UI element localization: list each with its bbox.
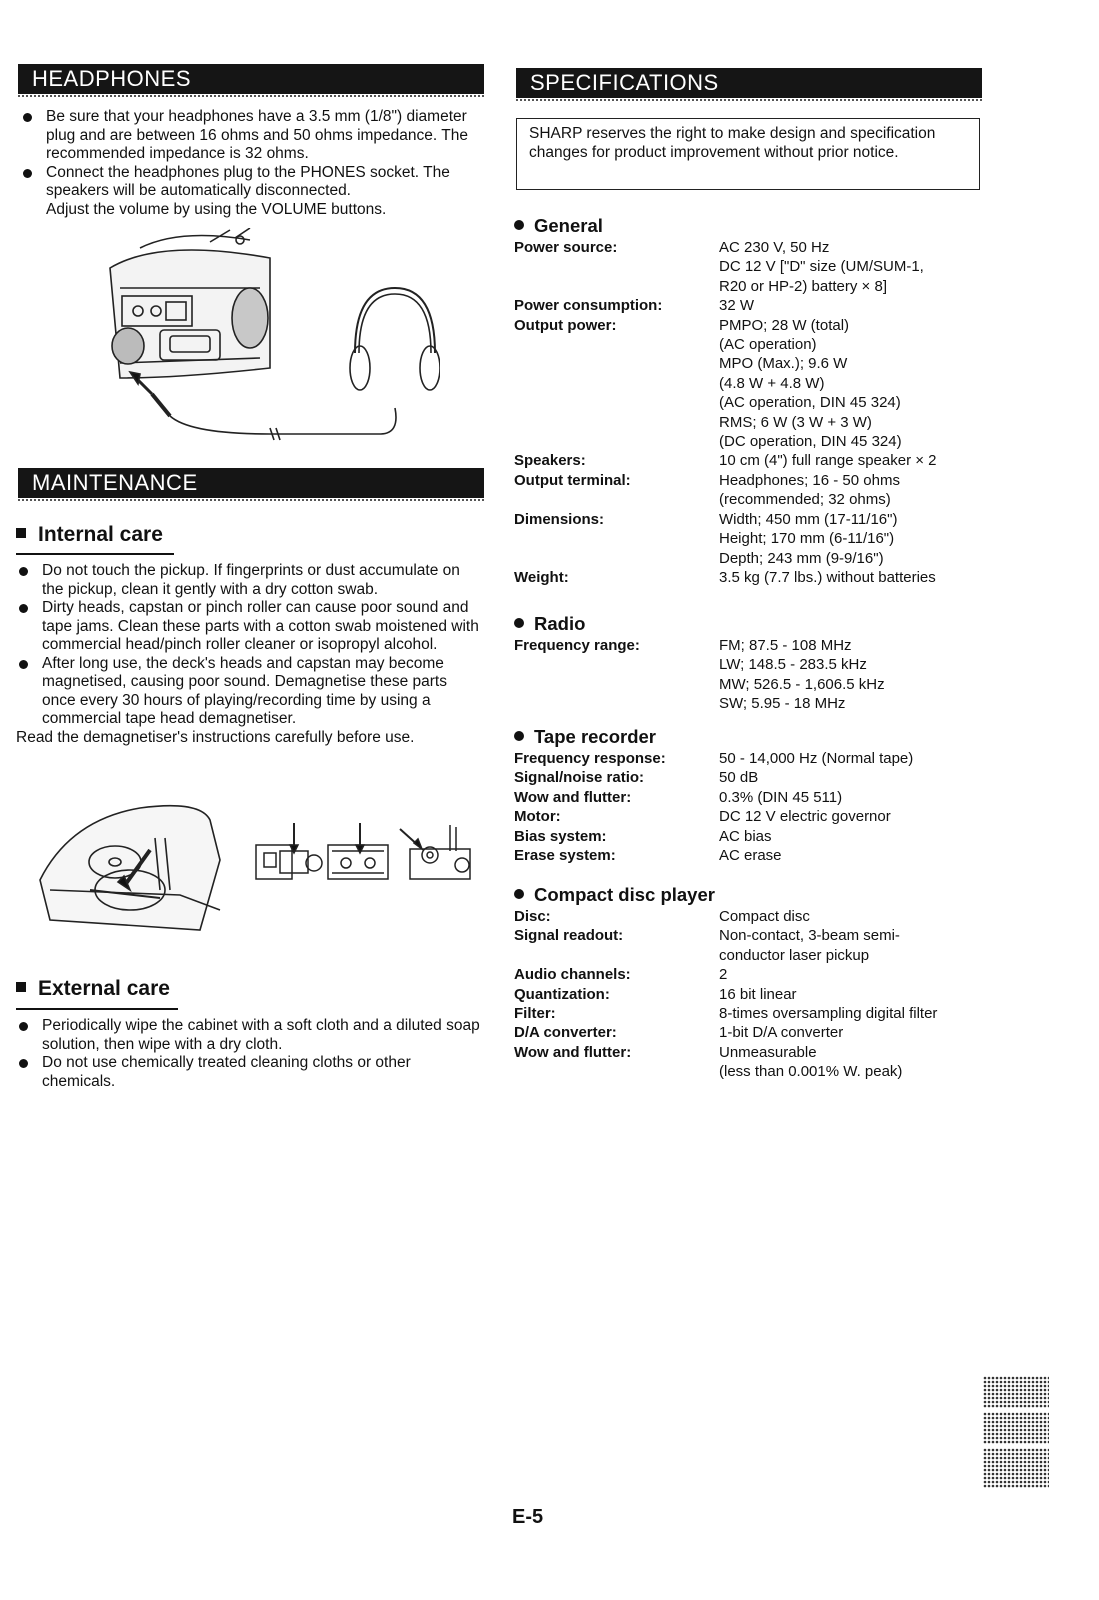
maintenance-title: MAINTENANCE xyxy=(32,470,198,495)
specifications-heading xyxy=(516,68,982,98)
external-care-text xyxy=(16,1017,480,1091)
page-number: E-5 xyxy=(512,1506,544,1528)
spec-row xyxy=(514,335,994,354)
spec-value: Non-contact, 3-beam semi- xyxy=(719,927,900,945)
spec-row xyxy=(514,655,994,674)
spec-label-spacer xyxy=(514,432,719,451)
spec-row xyxy=(514,510,994,529)
spec-label: Filter: xyxy=(514,1005,556,1023)
spec-row xyxy=(514,413,994,432)
spec-row xyxy=(514,354,994,373)
spec-label-spacer xyxy=(514,354,719,373)
spec-value: 1-bit D/A converter xyxy=(719,1024,844,1042)
maintenance-heading xyxy=(18,468,484,498)
spec-label: Power consumption: xyxy=(514,297,663,315)
spec-cd-title: Compact disc player xyxy=(534,884,715,905)
spec-row xyxy=(514,965,994,984)
external-care-title: External care xyxy=(38,977,170,1000)
headphones-illustration xyxy=(100,228,440,448)
spec-value: Compact disc xyxy=(719,908,810,925)
spec-value: PMPO; 28 W (total) xyxy=(719,316,850,334)
spec-tape-rows xyxy=(514,749,994,865)
internal-care-bullet-3: After long use, the deck's heads and capstan may become magnetised, causing poor sound. Demagnetise these parts once every 30 hours of playing/recording time by using a commercial tape head demagnetiser. xyxy=(16,655,482,729)
spec-row xyxy=(514,636,994,655)
spec-tape-heading xyxy=(514,726,994,748)
spec-label: Disc: xyxy=(514,908,551,925)
spec-row xyxy=(514,985,994,1004)
spec-row xyxy=(514,788,994,807)
external-care-rule xyxy=(16,1008,178,1010)
spec-value: Width; 450 mm (17-11/16") xyxy=(719,510,898,528)
spec-row xyxy=(514,451,994,470)
specifications-notice xyxy=(516,118,980,190)
spec-label: Speakers: xyxy=(514,452,586,470)
spec-value: AC erase xyxy=(719,847,782,865)
spec-value: 0.3% (DIN 45 511) xyxy=(719,788,843,806)
spec-section-cd xyxy=(514,884,994,1082)
spec-value: 10 cm (4") full range speaker × 2 xyxy=(719,452,937,470)
spec-tape-title: Tape recorder xyxy=(534,726,657,747)
spec-label: Power source: xyxy=(514,239,618,256)
spec-row xyxy=(514,807,994,826)
spec-value: 16 bit linear xyxy=(719,985,797,1003)
spec-row xyxy=(514,694,994,713)
spec-value: MW; 526.5 - 1,606.5 kHz xyxy=(719,675,885,693)
spec-row xyxy=(514,926,994,945)
spec-label-spacer xyxy=(514,490,719,509)
spec-label: Dimensions: xyxy=(514,510,605,528)
spec-value: MPO (Max.); 9.6 W xyxy=(719,355,848,373)
spec-label-spacer xyxy=(514,413,719,432)
spec-general-rows xyxy=(514,238,994,587)
spec-row xyxy=(514,277,994,296)
spec-label: Signal readout: xyxy=(514,927,624,945)
spec-label-spacer xyxy=(514,946,719,965)
square-bullet-icon xyxy=(16,528,26,538)
spec-value: (recommended; 32 ohms) xyxy=(719,491,891,509)
spec-row xyxy=(514,1004,994,1023)
spec-value: FM; 87.5 - 108 MHz xyxy=(719,637,852,654)
spec-section-general xyxy=(514,215,994,587)
spec-label-spacer xyxy=(514,393,719,412)
spec-row xyxy=(514,238,994,257)
internal-care-text xyxy=(16,562,482,747)
spec-label: Motor: xyxy=(514,808,561,826)
internal-care-heading xyxy=(16,523,163,547)
spec-row xyxy=(514,827,994,846)
page-tab-marker xyxy=(983,1376,1049,1488)
round-bullet-icon xyxy=(514,618,524,628)
spec-row xyxy=(514,1023,994,1042)
spec-section-tape xyxy=(514,726,994,865)
spec-label-spacer xyxy=(514,257,719,276)
spec-value: (AC operation) xyxy=(719,336,817,354)
spec-radio-title: Radio xyxy=(534,613,586,634)
spec-section-radio xyxy=(514,613,994,714)
spec-value: 2 xyxy=(719,966,728,984)
internal-care-bullet-2: Dirty heads, capstan or pinch roller can cause poor sound and tape jams. Clean these parts with a cotton swab moistened with commercial head/pinch roller cleaner or isopropyl alcohol. xyxy=(16,599,482,655)
spec-cd-heading xyxy=(514,884,994,906)
spec-value: conductor laser pickup xyxy=(719,946,870,964)
spec-value: Depth; 243 mm (9-9/16") xyxy=(719,549,884,567)
headphones-bullet-1: Be sure that your headphones have a 3.5 mm (1/8") diameter plug and are between 16 ohms and 50 ohms impedance. The recommended impedance is 32 ohms. xyxy=(20,108,484,164)
spec-label: Audio channels: xyxy=(514,966,631,984)
spec-row xyxy=(514,1062,994,1081)
spec-radio-rows xyxy=(514,636,994,714)
specifications-title: SPECIFICATIONS xyxy=(530,70,719,95)
spec-value: 32 W xyxy=(719,297,755,315)
round-bullet-icon xyxy=(514,220,524,230)
spec-value: RMS; 6 W (3 W + 3 W) xyxy=(719,413,872,431)
headphones-heading xyxy=(18,64,484,94)
spec-label: Frequency response: xyxy=(514,750,666,767)
spec-label-spacer xyxy=(514,655,719,674)
spec-row xyxy=(514,749,994,768)
spec-label: Wow and flutter: xyxy=(514,1043,632,1061)
spec-value: 3.5 kg (7.7 lbs.) without batteries xyxy=(719,568,936,586)
spec-label-spacer xyxy=(514,277,719,296)
spec-row xyxy=(514,374,994,393)
headphones-bullet-2: Connect the headphones plug to the PHONES socket. The speakers will be automatically disconnected. xyxy=(20,164,484,201)
spec-label-spacer xyxy=(514,549,719,568)
spec-label-spacer xyxy=(514,675,719,694)
headphones-bullet-2-cont: Adjust the volume by using the VOLUME buttons. xyxy=(46,200,387,218)
spec-row xyxy=(514,257,994,276)
spec-label: Signal/noise ratio: xyxy=(514,769,645,787)
tape-head-illustration xyxy=(250,815,478,885)
external-care-heading xyxy=(16,977,170,1001)
spec-value: 50 - 14,000 Hz (Normal tape) xyxy=(719,750,914,767)
spec-value: DC 12 V ["D" size (UM/SUM-1, xyxy=(719,258,924,276)
spec-value: AC 230 V, 50 Hz xyxy=(719,239,830,256)
spec-value: (AC operation, DIN 45 324) xyxy=(719,394,901,412)
external-care-bullet-1: Periodically wipe the cabinet with a soft cloth and a diluted soap solution, then wipe with a dry cloth. xyxy=(16,1017,480,1054)
spec-row xyxy=(514,907,994,926)
spec-row xyxy=(514,946,994,965)
spec-label-spacer xyxy=(514,1062,719,1081)
spec-label: Output terminal: xyxy=(514,471,631,489)
cd-pickup-illustration xyxy=(30,790,230,940)
spec-label-spacer xyxy=(514,529,719,548)
spec-label: Wow and flutter: xyxy=(514,788,632,806)
spec-value: Headphones; 16 - 50 ohms xyxy=(719,471,900,489)
spec-row xyxy=(514,1043,994,1062)
spec-value: 8-times oversampling digital filter xyxy=(719,1005,938,1023)
spec-row xyxy=(514,471,994,490)
spec-label-spacer xyxy=(514,694,719,713)
spec-row xyxy=(514,549,994,568)
spec-row xyxy=(514,768,994,787)
spec-value: (DC operation, DIN 45 324) xyxy=(719,433,902,451)
headphones-text xyxy=(20,108,484,219)
notice-text: SHARP reserves the right to make design and specification changes for product improvement without prior notice. xyxy=(529,125,936,161)
spec-label: Quantization: xyxy=(514,985,610,1003)
internal-care-title: Internal care xyxy=(38,523,163,546)
spec-value: AC bias xyxy=(719,827,772,845)
round-bullet-icon xyxy=(514,889,524,899)
spec-value: DC 12 V electric governor xyxy=(719,808,891,826)
spec-label-spacer xyxy=(514,335,719,354)
spec-value: R20 or HP-2) battery × 8] xyxy=(719,277,887,295)
spec-row xyxy=(514,316,994,335)
round-bullet-icon xyxy=(514,731,524,741)
spec-row xyxy=(514,675,994,694)
spec-value: SW; 5.95 - 18 MHz xyxy=(719,695,846,713)
square-bullet-icon xyxy=(16,982,26,992)
spec-label: Output power: xyxy=(514,316,617,334)
spec-label-spacer xyxy=(514,374,719,393)
spec-radio-heading xyxy=(514,613,994,635)
spec-label: Bias system: xyxy=(514,827,607,845)
spec-row xyxy=(514,490,994,509)
internal-care-bullet-3-cont: Read the demagnetiser's instructions carefully before use. xyxy=(16,728,415,746)
spec-row xyxy=(514,568,994,587)
spec-value: Height; 170 mm (6-11/16") xyxy=(719,530,895,548)
spec-row xyxy=(514,529,994,548)
spec-row xyxy=(514,393,994,412)
spec-label: D/A converter: xyxy=(514,1024,617,1042)
spec-general-heading xyxy=(514,215,994,237)
spec-value: LW; 148.5 - 283.5 kHz xyxy=(719,656,867,674)
spec-row xyxy=(514,432,994,451)
external-care-bullet-2: Do not use chemically treated cleaning cloths or other chemicals. xyxy=(16,1054,480,1091)
spec-value: 50 dB xyxy=(719,769,759,787)
spec-cd-rows xyxy=(514,907,994,1082)
spec-general-title: General xyxy=(534,215,603,236)
spec-row xyxy=(514,846,994,865)
spec-row xyxy=(514,296,994,315)
spec-label: Weight: xyxy=(514,568,569,586)
internal-care-rule xyxy=(16,553,174,555)
spec-value: (less than 0.001% W. peak) xyxy=(719,1063,903,1081)
spec-label: Erase system: xyxy=(514,847,616,865)
spec-label: Frequency range: xyxy=(514,637,640,654)
headphones-title: HEADPHONES xyxy=(32,66,192,91)
spec-value: Unmeasurable xyxy=(719,1043,817,1061)
internal-care-bullet-1: Do not touch the pickup. If fingerprints or dust accumulate on the pickup, clean it gently with a dry cotton swab. xyxy=(16,562,482,599)
spec-value: (4.8 W + 4.8 W) xyxy=(719,374,825,392)
